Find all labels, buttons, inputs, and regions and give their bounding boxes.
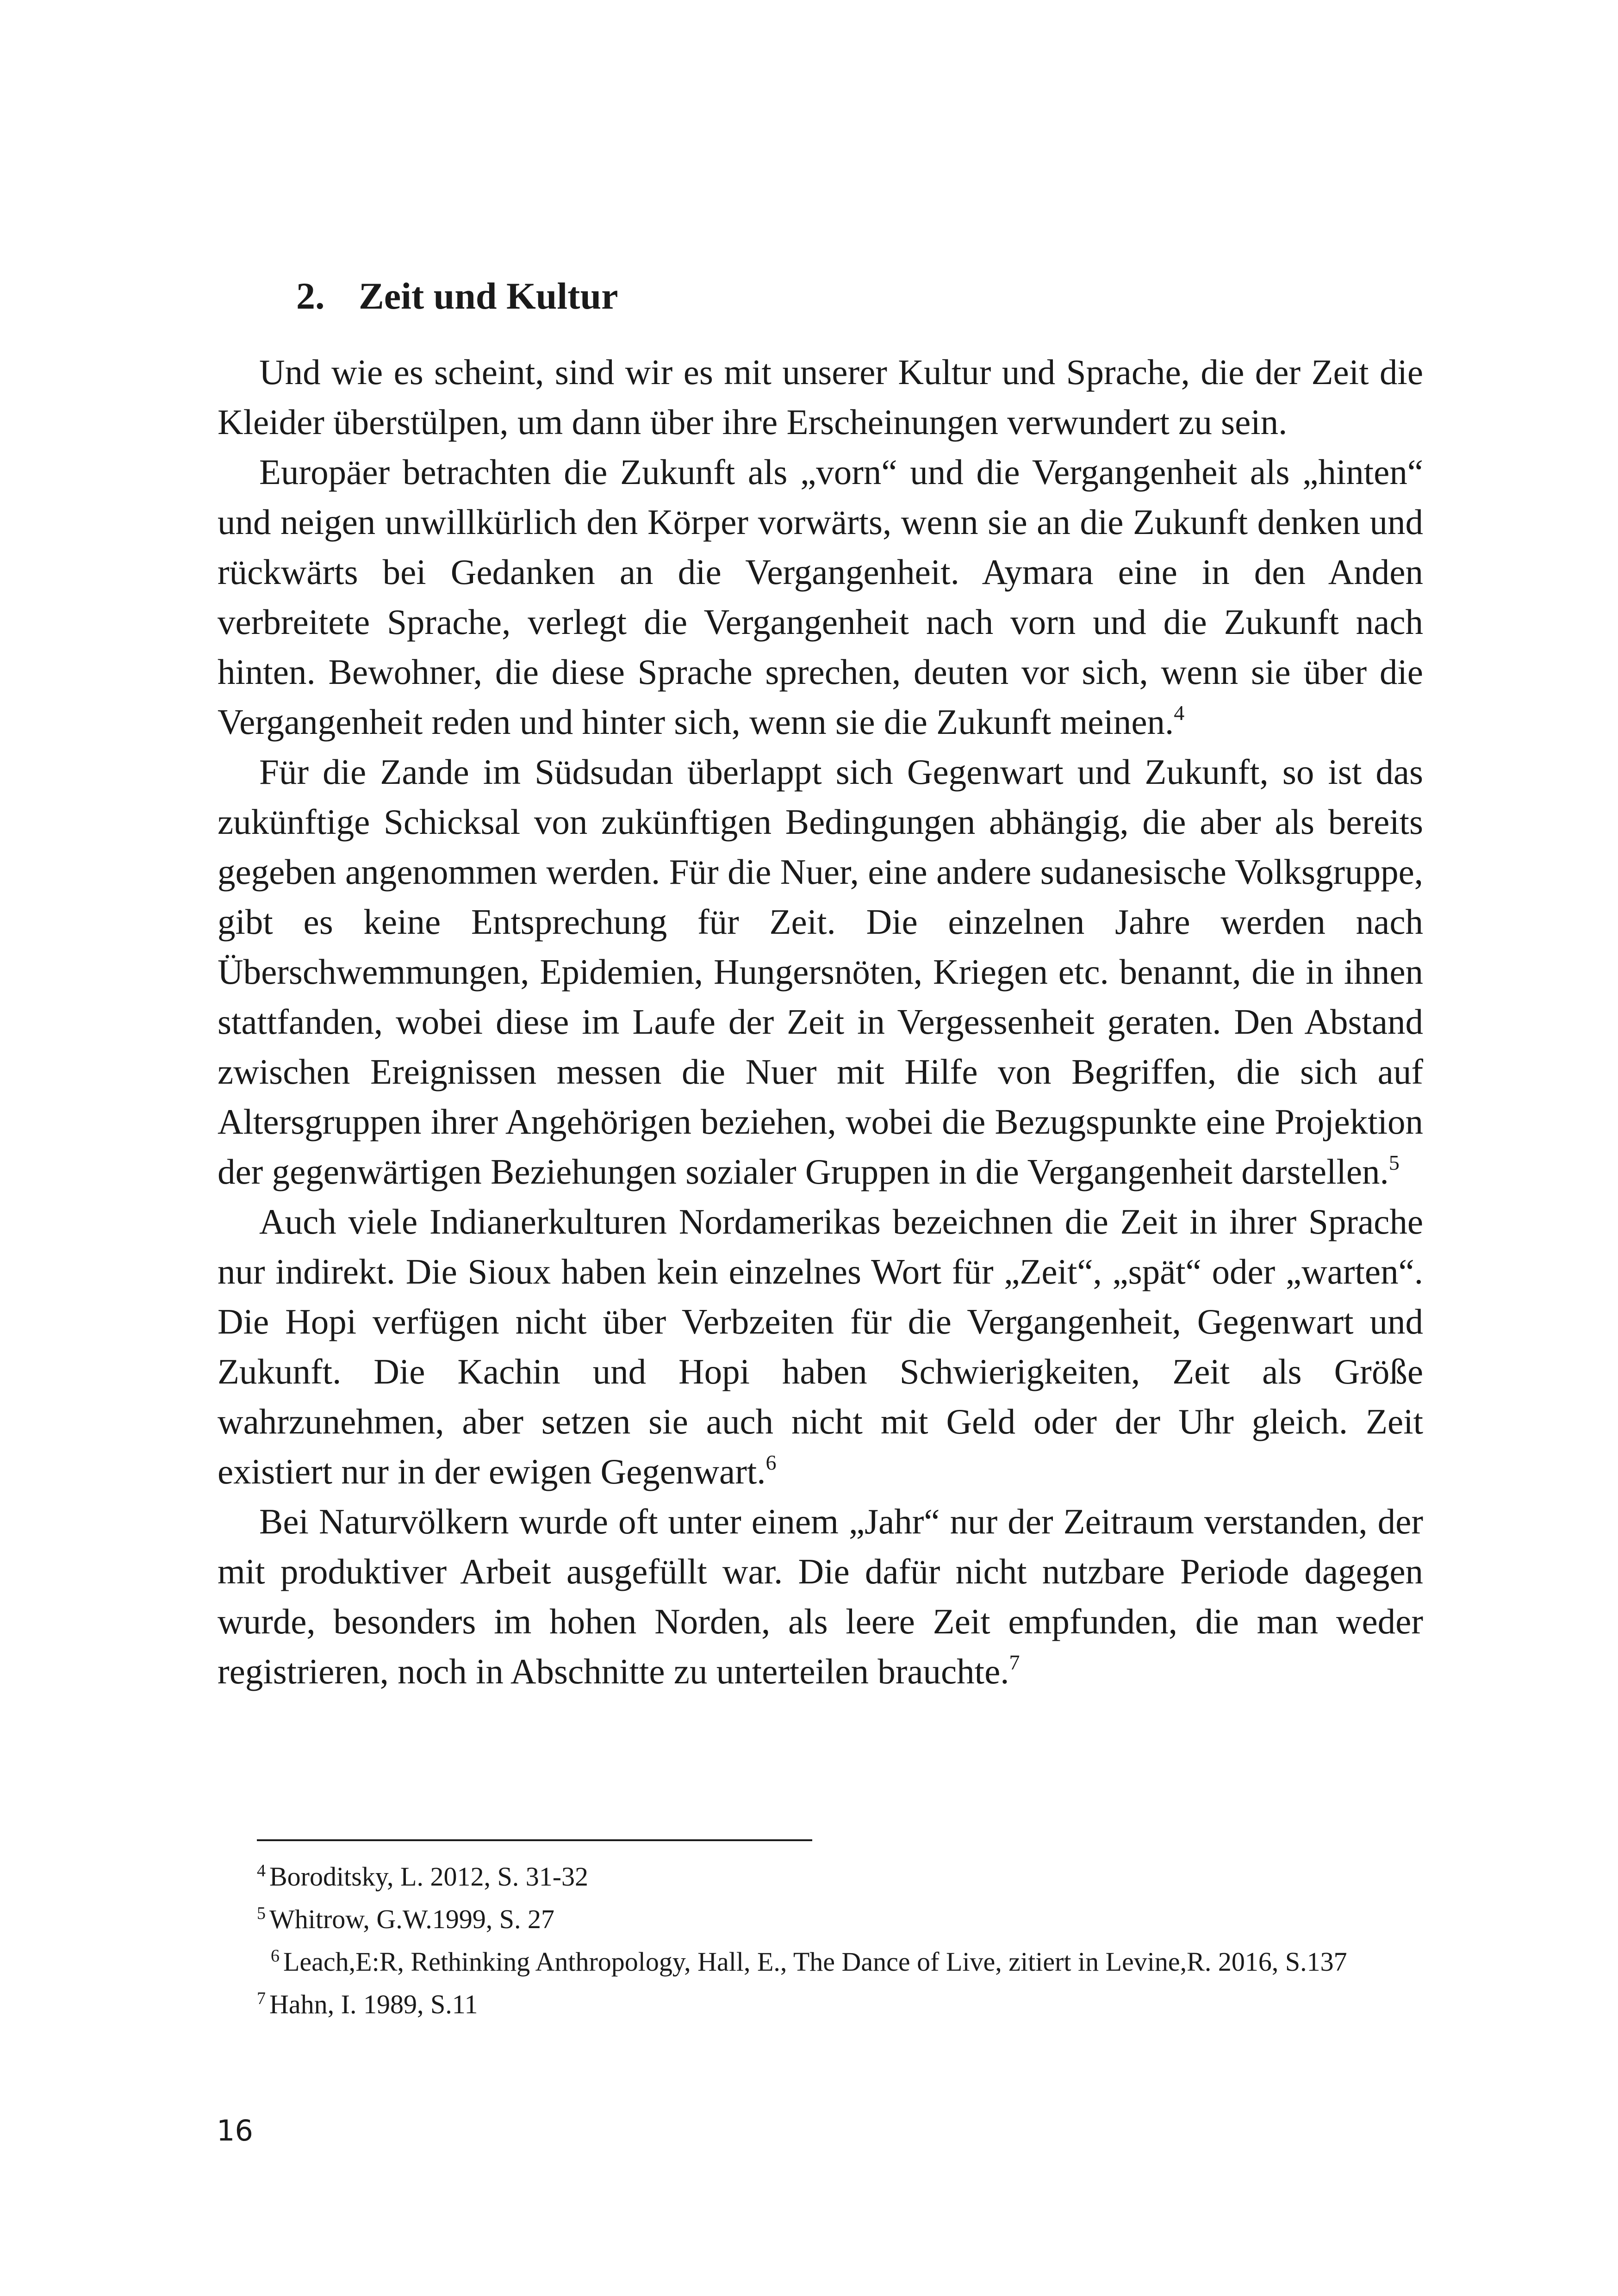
footnote	[257, 1941, 1423, 1983]
footnote-mark: 4	[257, 1861, 266, 1880]
paragraph	[218, 347, 1423, 447]
footnote-reference[interactable]: 6	[765, 1451, 777, 1474]
footnote-reference[interactable]: 7	[1009, 1651, 1020, 1674]
paragraph	[218, 1197, 1423, 1496]
footnote-reference[interactable]: 4	[1174, 701, 1185, 725]
paragraph	[218, 747, 1423, 1197]
footnote-mark: 5	[257, 1904, 266, 1923]
body-text	[218, 347, 1423, 1696]
paragraph	[218, 447, 1423, 747]
footnote	[257, 1855, 1423, 1898]
footnote	[257, 1983, 1423, 2026]
paragraph-text: Auch viele Indianerkulturen Nordamerikas bezeichnen die Zeit in ihrer Sprache nur indirekt. Die Sioux haben kein einzelnes Wort für „Zeit“, „spät“ oder „warten“. Die Hopi verfügen nicht über Verbzeiten für die Vergangenheit, Gegenwart und Zukunft. Die Kachin und Hopi haben Schwierigkeiten, Zeit als Größe wahrzunehmen, aber setzen sie auch nicht mit Geld oder der Uhr gleich. Zeit existiert nur in der ewigen Gegenwart.	[218, 1202, 1423, 1491]
footnote-mark: 6	[271, 1946, 280, 1966]
paragraph-text: Europäer betrachten die Zukunft als „vorn“ und die Vergangenheit als „hinten“ und neigen unwillkürlich den Körper vorwärts, wenn sie an die Zukunft denken und rückwärts bei Gedanken an die Vergangenheit. Aymara eine in den Anden verbreitete Sprache, verlegt die Vergangenheit nach vorn und die Zukunft nach hinten. Bewohner, die diese Sprache sprechen, deuten vor sich, wenn sie über die Vergangenheit reden und hinter sich, wenn sie die Zukunft meinen.	[218, 452, 1423, 742]
footnote-divider	[257, 1839, 812, 1841]
footnote-text: Boroditsky, L. 2012, S. 31-32	[269, 1862, 589, 1892]
section-title: Zeit und Kultur	[359, 275, 618, 317]
footnote-text: Whitrow, G.W.1999, S. 27	[269, 1904, 554, 1934]
paragraph-text: Für die Zande im Südsudan überlappt sich Gegenwart und Zukunft, so ist das zukünftige Schicksal von zukünftigen Bedingungen abhängig, die aber als bereits gegeben angenommen werden. Für die Nuer, eine andere sudanesische Volksgruppe, gibt es keine Entsprechung für Zeit. Die einzelnen Jahre werden nach Überschwemmungen, Epidemien, Hungersnöten, Kriegen etc. benannt, die in ihnen stattfanden, wobei diese im Laufe der Zeit in Vergessenheit geraten. Den Abstand zwischen Ereignissen messen die Nuer mit Hilfe von Begriffen, die sich auf Altersgruppen ihrer Angehörigen beziehen, wobei die Bezugspunkte eine Projektion der gegenwärtigen Beziehungen sozialer Gruppen in die Vergangenheit darstellen.	[218, 752, 1423, 1191]
section-heading	[296, 273, 618, 319]
paragraph-text: Bei Naturvölkern wurde oft unter einem „Jahr“ nur der Zeitraum verstanden, der mit produktiver Arbeit ausgefüllt war. Die dafür nicht nutzbare Periode dagegen wurde, besonders im hohen Norden, als leere Zeit empfunden, die man weder registrieren, noch in Abschnitte zu unterteilen brauchte.	[218, 1502, 1423, 1691]
footnote-text: Hahn, I. 1989, S.11	[269, 1989, 478, 2019]
paragraph	[218, 1496, 1423, 1696]
section-number: 2.	[296, 275, 325, 317]
footnote-mark: 7	[257, 1989, 266, 2008]
footnote-text: Leach,E:R, Rethinking Anthropology, Hall, E., The Dance of Live, zitiert in Levine,R. 2016, S.137	[283, 1947, 1347, 1977]
footnote-reference[interactable]: 5	[1388, 1151, 1400, 1174]
footnotes	[257, 1855, 1423, 2026]
footnote	[257, 1898, 1423, 1941]
page-number: 16	[217, 2114, 253, 2147]
paragraph-text: Und wie es scheint, sind wir es mit unserer Kultur und Sprache, die der Zeit die Kleider überstülpen, um dann über ihre Erscheinungen verwundert zu sein.	[218, 352, 1423, 442]
